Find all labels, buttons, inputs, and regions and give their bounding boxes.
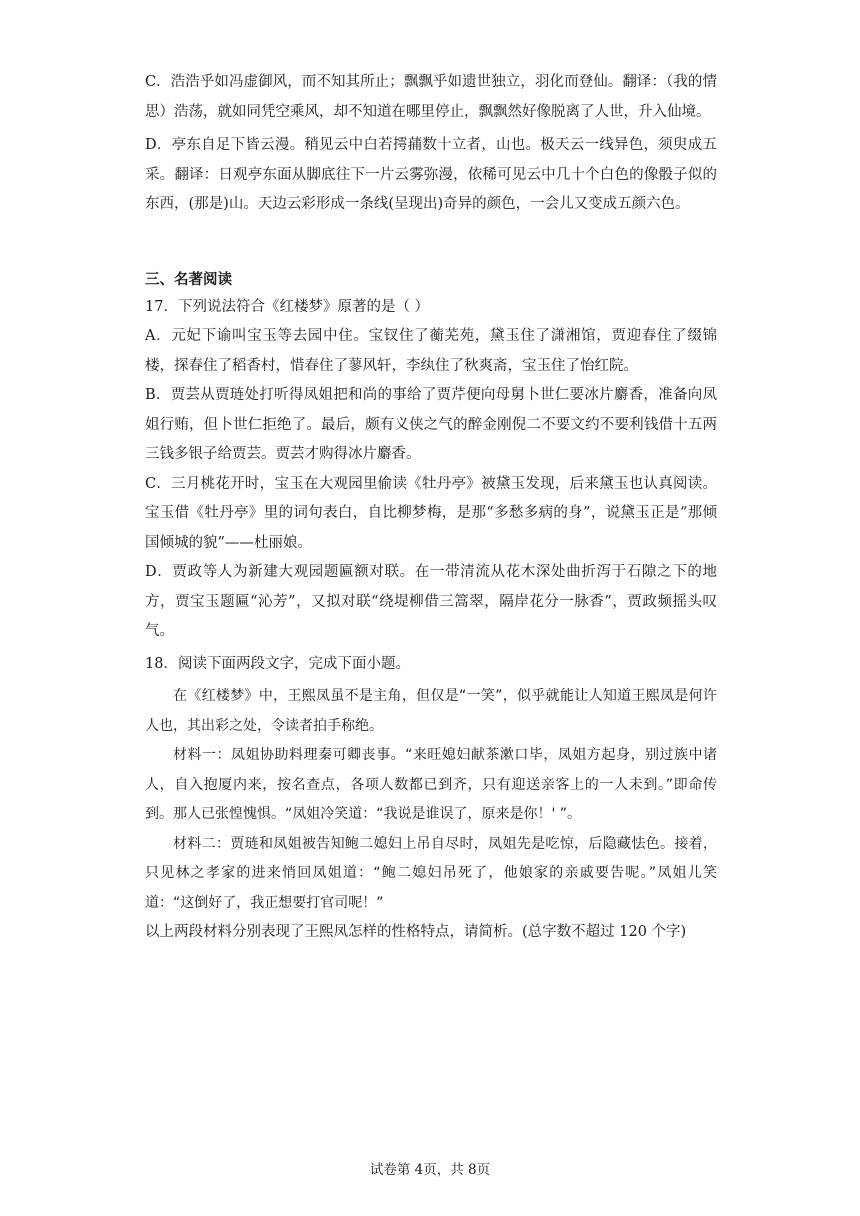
q18-intro: 在《红楼梦》中，王熙凤虽不是主角，但仅是“一笑”，似乎就能让人知道王熙凤是何许人也，其出彩之处，令读者拍手称绝。 (145, 688, 717, 734)
page-footer: 试卷第 4页，共 8页 (369, 1162, 491, 1178)
q18-material-1: 材料一：凤姐协助料理秦可卿丧事。“来旺媳妇献茶漱口毕，凤姐方起身，别过族中诸人，自入抱厦内来，按名查点，各项人数都已到齐，只有迎送亲客上的一人未到。”即命传到。那人已张惶愧惧。“凤姐冷笑道：“我说是谁误了，原来是你！' ”。 (145, 747, 717, 822)
q16-option-c: C．浩浩乎如冯虚御风，而不知其所止；飘飘乎如遗世独立，羽化而登仙。翻译：（我的情思）浩荡，就如同凭空乘风，却不知道在哪里停止，飘飘然好像脱离了人世，升入仙境。 (145, 74, 717, 120)
q17-option-b: B．贾芸从贾琏处打听得凤姐把和尚的事给了贾芹便向母舅卜世仁要冰片麝香，准备向凤姐行贿，但卜世仁拒绝了。最后，颇有义侠之气的醉金刚倪二不要文约不要利钱借十五两三钱多银子给贾芸。贾芸才购得冰片麝香。 (145, 387, 717, 462)
q16-option-d: D．亭东自足下皆云漫。稍见云中白若摴蒱数十立者，山也。极天云一线异色，须臾成五采。翻译：日观亭东面从脚底往下一片云雾弥漫，依稀可见云中几十个白色的像骰子似的东西，(那是)山。天边云彩形成一条线(呈现出)奇异的颜色，一会儿又变成五颜六色。 (145, 137, 717, 212)
section-title: 三、名著阅读 (145, 270, 232, 288)
q17-stem: 17．下列说法符合《红楼梦》原著的是（ ） (145, 298, 430, 315)
q18-material-2: 材料二：贾琏和凤姐被告知鲍二媳妇上吊自尽时，凤姐先是吃惊，后隐藏怯色。接着，只见林之孝家的进来悄回凤姐道：“鲍二媳妇吊死了，他娘家的亲戚要告呢。”凤姐儿笑道：“这倒好了，我正想要打官司呢！” (145, 835, 717, 911)
q17-option-c: C．三月桃花开时，宝玉在大观园里偷读《牡丹亭》被黛玉发现，后来黛玉也认真阅读。宝玉借《牡丹亭》里的词句表白，自比柳梦梅，是那“多愁多病的身”，说黛玉正是“那倾国倾城的貌”——杜丽娘。 (145, 475, 717, 551)
page-content (145, 68, 717, 948)
q17-option-a: A．元妃下谕叫宝玉等去园中住。宝钗住了蘅芜苑，黛玉住了潇湘馆，贾迎春住了缀锦楼，探春住了稻香村，惜春住了蓼风轩，李纨住了秋爽斋，宝玉住了怡红院。 (145, 328, 717, 374)
q17-option-d: D．贾政等人为新建大观园题匾额对联。在一带清流从花木深处曲折泻于石隙之下的地方，贾宝玉题匾“沁芳”，又拟对联“绕堤柳借三篙翠，隔岸花分一脉香”，贾政频摇头叹气。 (145, 564, 717, 639)
q18-question: 以上两段材料分别表现了王熙凤怎样的性格特点，请简析。(总字数不超过 120 个字) (145, 924, 687, 940)
q18-stem: 18．阅读下面两段文字，完成下面小题。 (145, 655, 410, 672)
